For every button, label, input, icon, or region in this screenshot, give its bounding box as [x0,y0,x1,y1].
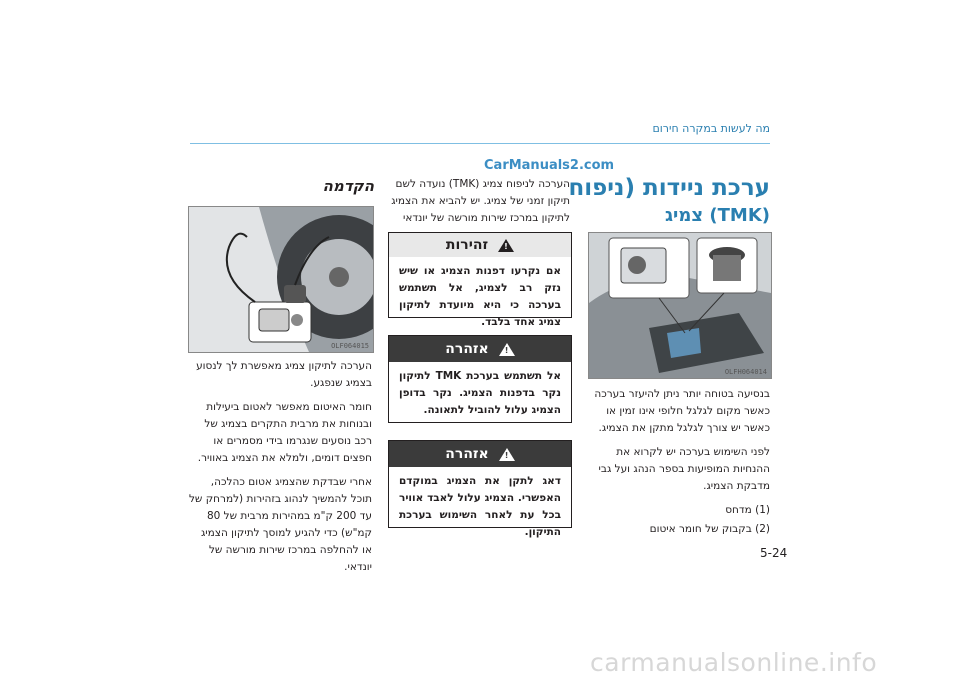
list-item-compressor: (1) מדחס [725,504,770,516]
section-header: מה לעשות במקרה חירום [652,122,770,135]
trunk-illustration [589,233,771,378]
warning-title: אזהרה [445,341,489,357]
right-body [585,386,770,545]
figure-trunk-kit [588,232,772,379]
caution-title: זהירות [445,237,489,253]
warning-text: אל תשתמש בערכת TMK לתיקון נקר בדפנות הצמיג. נקר בדופן הצמיג עלול להוביל לתאונה. [399,370,562,416]
list-item-sealant-bottle: (2) בקבוק של חומר איטום [649,523,770,535]
caution-text: אם נקרעו דפנות הצמיג או שיש נזק רב לצמיג, אל תשתמש בערכה כי היא מיועדת לתיקון צמיג אחד בלבד. [399,265,561,328]
watermark-top: CarManuals2.com [484,158,615,173]
paragraph: הערכה לתיקון צמיג מאפשרת לך לנסוע בצמיג שנפגע. [196,360,372,389]
warning-triangle-icon: ! [499,448,515,461]
figure-tire-repair [188,206,374,353]
page-number: 5-24 [760,546,788,560]
warning-triangle-icon: ! [499,343,515,356]
warning-box-1 [388,335,572,423]
paragraph: אחרי שבדקת שהצמיג אטום כהלכה, תוכל להמשיך לנהוג בזהירות (למרחק של עד 200 ק"מ במהירות מרבית של 80 קמ"ש) כדי להגיע למוסך לתיקון הצמיג או להחלפה במרכז שירות מורשה של יונדאי. [188,476,372,573]
warning-header [389,336,571,362]
tire-kit-illustration [189,207,373,352]
caution-triangle-icon: ! [498,239,514,252]
warning-box-2 [388,440,572,538]
middle-intro: הערכה לניפוח צמיג (TMK) נועדה לשם תיקון זמני של צמיג. יש להביא את הצמיג לתיקון במרכז שירות מורשה של יונדאי [391,178,570,224]
header-divider [190,143,770,144]
figure-code: OLF064015 [331,342,369,350]
watermark-bottom: carmanualsonline.info [590,648,878,677]
caution-header [389,233,571,257]
warning-header [389,441,571,467]
warning-title: אזהרה [445,446,489,462]
figure-code: OLFH064014 [724,368,767,376]
paragraph: חומר האיטום מאפשר לאטום ביעילות ובנוחות את מרבית התקרים בצמיג של רכב נוסעים שנגרמו בידי מסמרים או חפצים דומים, ולמלא את הצמיג באוויר. [197,401,372,464]
paragraph: לפני השימוש בערכה יש לקרוא את ההנחיות המופיעות בספר הנהג ועל גבי מדבקת הצמיג. [598,446,770,492]
intro-title: הקדמה [322,177,374,195]
sub-title: (TMK) צמיג [665,205,770,226]
caution-box [388,232,572,328]
left-body [188,358,372,583]
paragraph: בנסיעה בטוחה יותר ניתן להיעזר בערכה כאשר מקום לגלגל חלופי אינו זמין או כאשר יש צורך לגלגל מתקן את הצמיג. [594,388,770,434]
main-title: ערכת ניידות (ניפוח [568,175,770,201]
warning-text: דאג לתקן את הצמיג במוקדם האפשרי. הצמיג עלול לאבד אוויר בכל עת לאחר השימוש בערכת התיקון. [399,475,561,538]
